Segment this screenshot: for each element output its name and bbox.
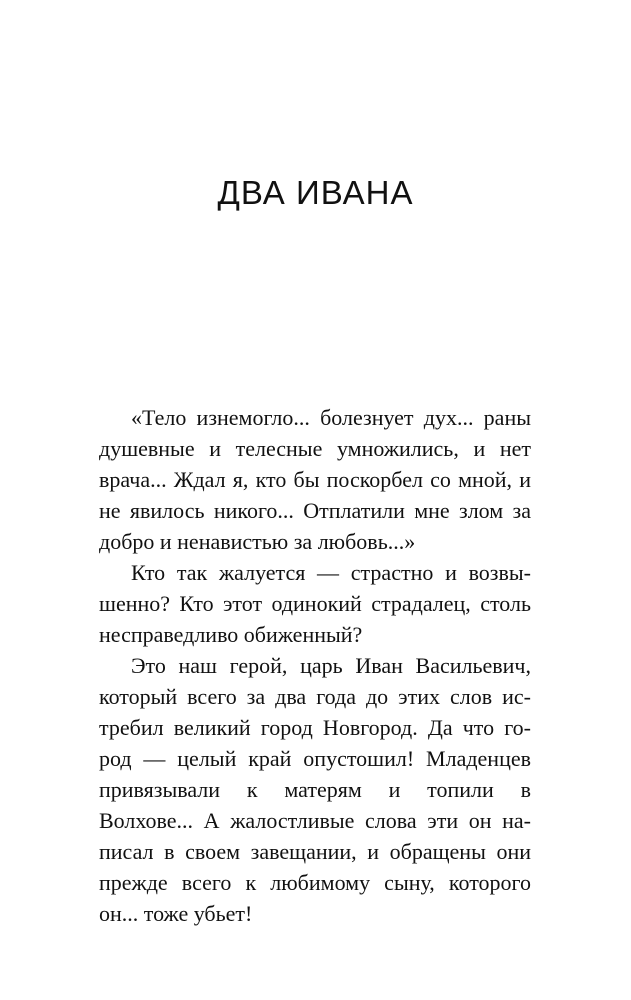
text-line: Кто так жалуется — страстно и возвы- — [131, 560, 531, 585]
text-line: требил великий город Новгород. Да что го- — [99, 715, 531, 740]
text-line: привязывали к матерям и топили в — [99, 777, 531, 802]
text-line: «Тело изнемогло... болезнует дух... раны — [131, 405, 531, 430]
chapter-body — [99, 402, 531, 929]
paragraph-1 — [99, 402, 531, 557]
text-line: Это наш герой, царь Иван Васильевич, — [131, 653, 531, 678]
text-line: душевные и телесные умножились, и нет — [99, 436, 531, 461]
text-line: писал в своем завещании, и обращены они — [99, 839, 531, 864]
text-line: прежде всего к любимому сыну, которого — [99, 870, 531, 895]
text-line: род — целый край опустошил! Младенцев — [99, 746, 531, 771]
text-line: добро и ненавистью за любовь...» — [99, 529, 416, 554]
chapter-title: ДВА ИВАНА — [217, 174, 414, 211]
paragraph-2 — [99, 557, 531, 650]
text-line: не явилось никого... Отплатили мне злом за — [99, 498, 531, 523]
text-line: он... тоже убьет! — [99, 901, 253, 926]
text-line: врача... Ждал я, кто бы поскорбел со мной, и — [99, 467, 531, 492]
paragraph-3 — [99, 650, 531, 929]
text-line: который всего за два года до этих слов ис- — [99, 684, 531, 709]
text-line: Волхове... А жалостливые слова эти он на- — [99, 808, 531, 833]
text-line: шенно? Кто этот одинокий страдалец, столь — [99, 591, 531, 616]
text-line: несправедливо обиженный? — [99, 622, 363, 647]
